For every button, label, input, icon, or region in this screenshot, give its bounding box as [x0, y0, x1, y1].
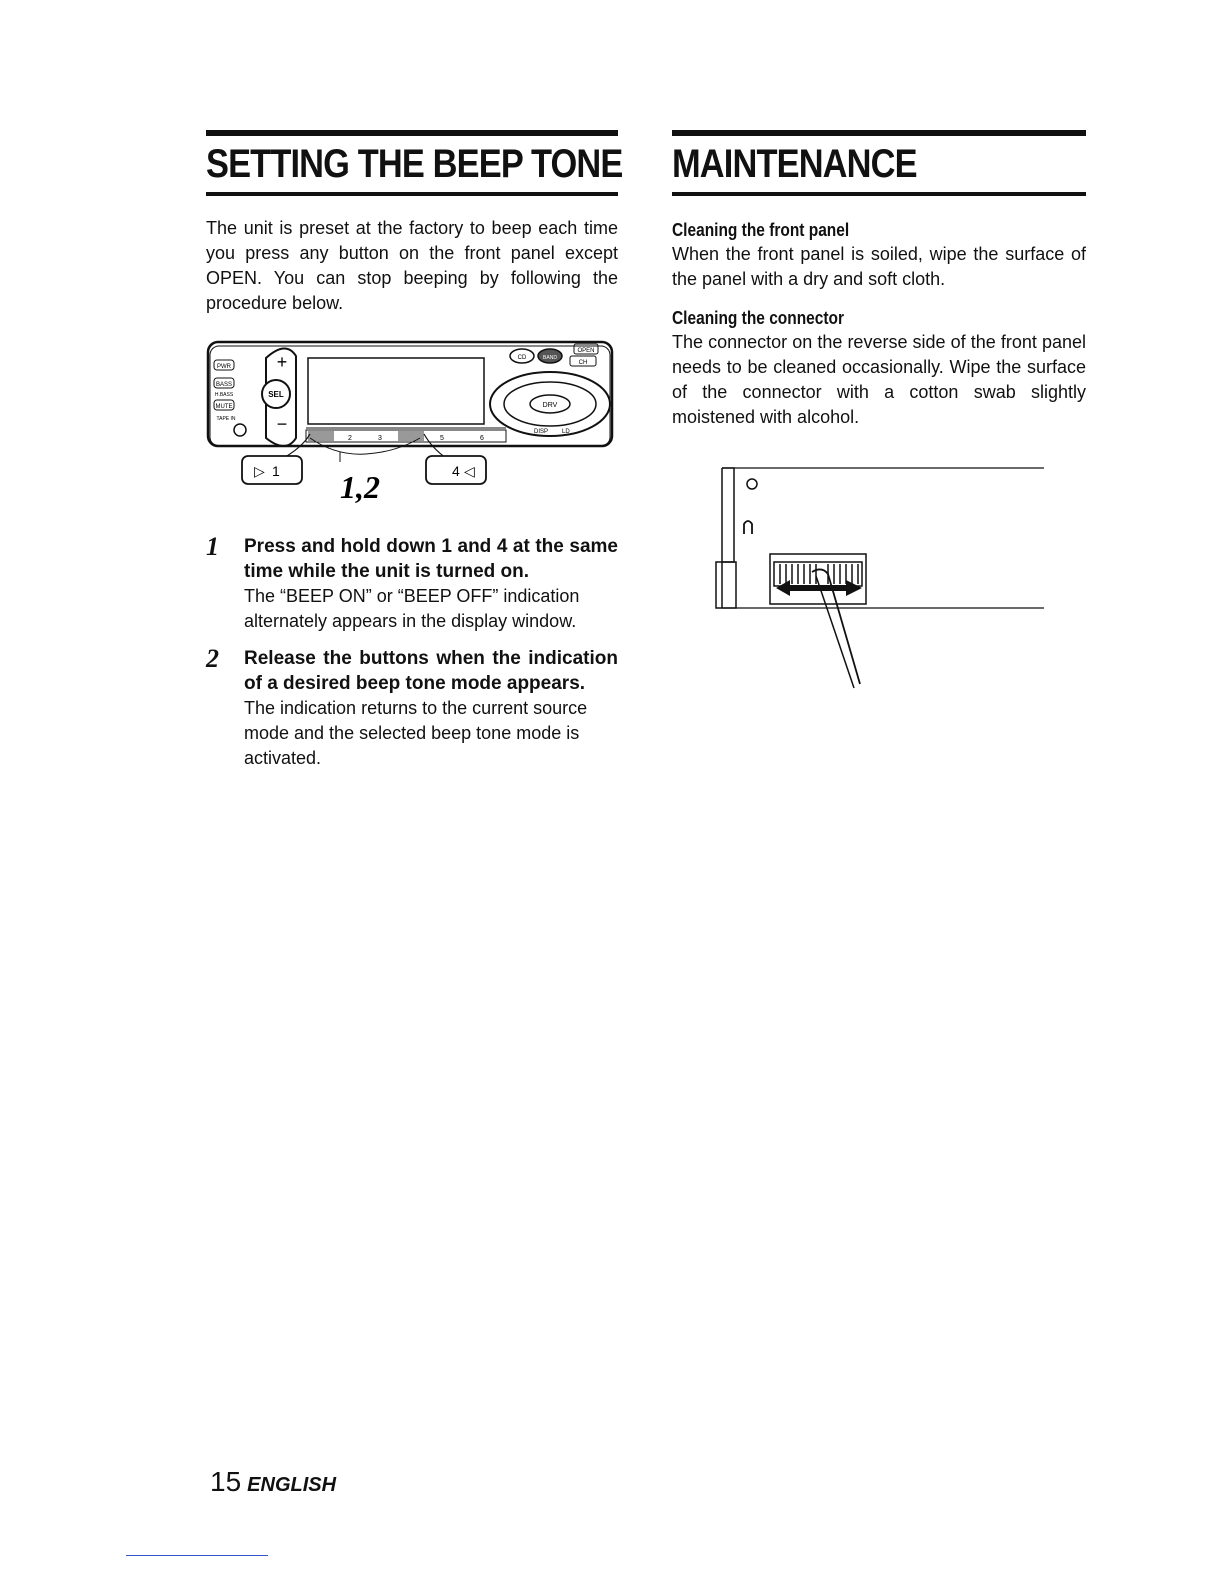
subsection-heading: Cleaning the front panel — [672, 220, 850, 240]
preset-5-label: 5 — [440, 435, 444, 442]
ld-label: LD — [562, 429, 570, 435]
callout-step-numbers: 1,2 — [340, 469, 380, 505]
screw-hole-icon — [747, 479, 757, 489]
footer-language: ENGLISH — [247, 1474, 337, 1496]
svg-text:MUTE: MUTE — [215, 404, 233, 410]
callout-key-4-arrow-icon: ◁ — [464, 463, 475, 479]
cleaning-connector — [672, 306, 1086, 430]
section-title: SETTING THE BEEP TONE — [206, 142, 623, 186]
open-label: OPEN — [577, 348, 595, 354]
step-1-heading: Press and hold down 1 and 4 at the same time while the unit is turned on. — [244, 536, 618, 582]
svg-text:BASS: BASS — [215, 382, 233, 388]
title-rule-bottom — [206, 192, 618, 196]
subsection-body: The connector on the reverse side of the front panel needs to be cleaned occasionally. Wipe the surface of the connector with a cotton swab slightly moistened with alcohol. — [672, 332, 1086, 427]
maintenance-section — [672, 130, 1086, 430]
band-label: BAND — [543, 355, 557, 361]
page-number: 15 — [210, 1466, 242, 1497]
minus-label: − — [276, 414, 288, 434]
connector-drawing — [712, 462, 1052, 702]
step-1-number: 1 — [206, 532, 219, 561]
cleaning-front-panel — [672, 218, 1086, 292]
callout-key-4-label: 4 — [452, 463, 460, 479]
connector-figure — [712, 462, 1052, 702]
hbass-label: H.BASS — [214, 392, 234, 398]
preset-3-label: 3 — [378, 435, 382, 442]
beep-tone-section — [206, 130, 623, 771]
panel-clip — [716, 562, 736, 608]
drv-label: DRV — [542, 402, 558, 409]
preset-4-key — [398, 431, 424, 441]
subsection-heading: Cleaning the connector — [672, 308, 845, 328]
front-panel-drawing — [206, 338, 618, 518]
svg-text:PWR: PWR — [217, 364, 231, 370]
step-1-body: The “BEEP ON” or “BEEP OFF” indication alternately appears in the display window. — [244, 586, 580, 631]
callout-key-1-arrow-icon: ▷ — [254, 463, 265, 479]
ch-label: CH — [578, 360, 588, 366]
step-2 — [206, 646, 618, 771]
sel-label: SEL — [268, 390, 284, 399]
intro-paragraph: The unit is preset at the factory to beep each time you press any button on the front panel except OPEN. You can stop beeping by following the procedure below. — [206, 218, 618, 313]
step-2-heading: Release the buttons when the indication of a desired beep tone mode appears. — [244, 648, 618, 694]
plus-label: + — [276, 352, 288, 372]
cd-label: CD — [517, 355, 527, 361]
latch-icon — [744, 521, 752, 534]
callout-key-1-label: 1 — [272, 463, 280, 479]
preset-6-label: 6 — [480, 435, 484, 442]
step-2-number: 2 — [206, 644, 219, 673]
title-rule-bottom — [672, 192, 1086, 196]
front-panel-figure — [206, 338, 618, 518]
section-title: MAINTENANCE — [672, 142, 917, 186]
step-1 — [206, 534, 618, 634]
subsection-body: When the front panel is soiled, wipe the surface of the panel with a dry and soft cloth. — [672, 244, 1086, 289]
page-footer — [210, 1466, 336, 1498]
footer-divider — [126, 1555, 268, 1556]
step-2-body: The indication returns to the current source mode and the selected beep tone mode is activated. — [244, 698, 588, 768]
preset-2-label: 2 — [348, 435, 352, 442]
panel-side — [722, 468, 734, 608]
tape-in-label: TAPE IN — [216, 416, 236, 422]
disp-label: DISP — [534, 429, 549, 435]
